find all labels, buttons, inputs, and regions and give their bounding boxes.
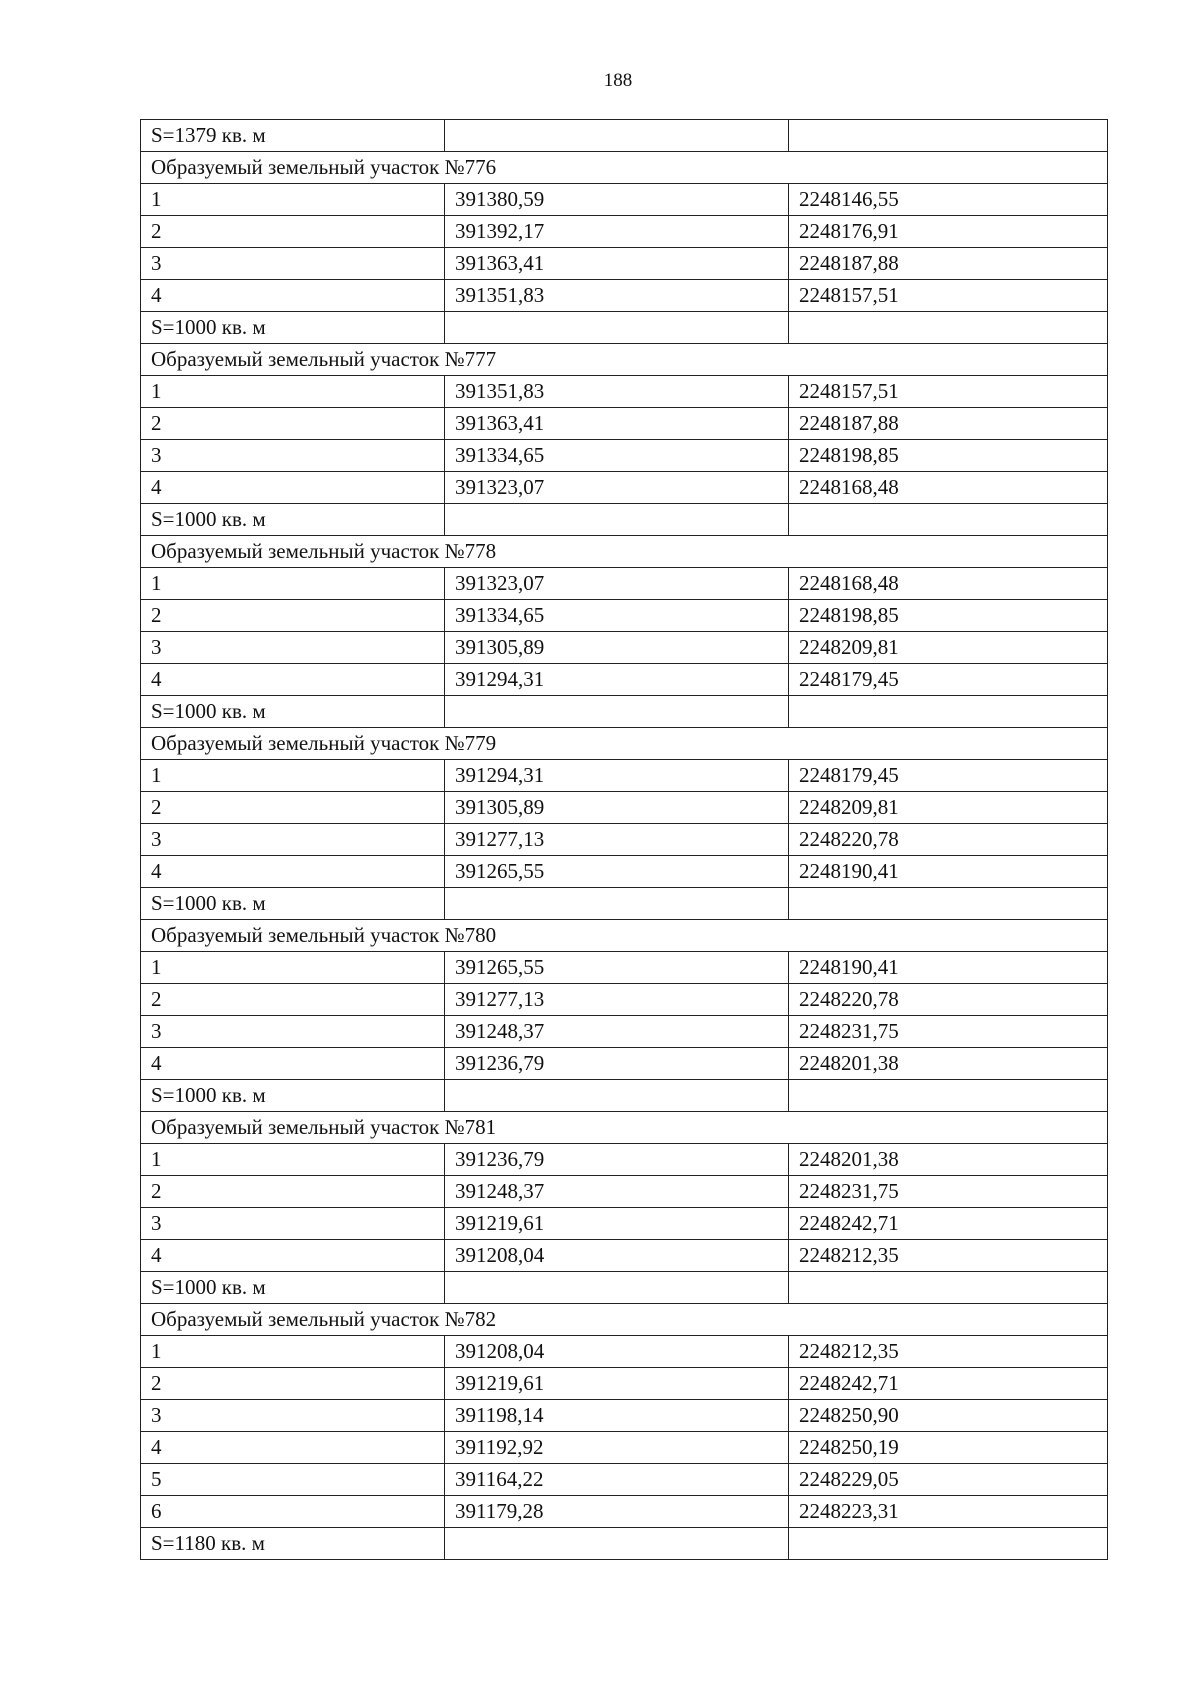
point-row	[141, 280, 1108, 312]
point-number: 4	[141, 664, 445, 696]
coordinates-table-body	[141, 120, 1108, 1560]
point-number: 3	[141, 1016, 445, 1048]
point-number: 4	[141, 1432, 445, 1464]
point-number: 1	[141, 760, 445, 792]
point-x: 391192,92	[445, 1432, 789, 1464]
point-number: 3	[141, 1208, 445, 1240]
empty-cell	[789, 312, 1108, 344]
point-x: 391363,41	[445, 248, 789, 280]
point-row	[141, 216, 1108, 248]
point-y: 2248231,75	[789, 1016, 1108, 1048]
area-row	[141, 1528, 1108, 1560]
point-row	[141, 440, 1108, 472]
point-x: 391294,31	[445, 760, 789, 792]
empty-cell	[445, 1528, 789, 1560]
point-x: 391305,89	[445, 792, 789, 824]
point-x: 391351,83	[445, 280, 789, 312]
parcel-title-row	[141, 728, 1108, 760]
point-row	[141, 1496, 1108, 1528]
area-cell: S=1000 кв. м	[141, 504, 445, 536]
point-number: 2	[141, 984, 445, 1016]
point-number: 2	[141, 1368, 445, 1400]
point-number: 3	[141, 1400, 445, 1432]
point-y: 2248198,85	[789, 440, 1108, 472]
parcel-title: Образуемый земельный участок №781	[141, 1112, 1108, 1144]
point-row	[141, 1048, 1108, 1080]
point-y: 2248250,19	[789, 1432, 1108, 1464]
empty-cell	[789, 1528, 1108, 1560]
point-x: 391179,28	[445, 1496, 789, 1528]
point-x: 391323,07	[445, 472, 789, 504]
empty-cell	[445, 888, 789, 920]
point-row	[141, 760, 1108, 792]
point-x: 391334,65	[445, 440, 789, 472]
point-y: 2248223,31	[789, 1496, 1108, 1528]
point-y: 2248212,35	[789, 1240, 1108, 1272]
point-row	[141, 568, 1108, 600]
point-x: 391164,22	[445, 1464, 789, 1496]
parcel-title: Образуемый земельный участок №780	[141, 920, 1108, 952]
parcel-title-row	[141, 1112, 1108, 1144]
area-cell: S=1180 кв. м	[141, 1528, 445, 1560]
empty-cell	[445, 1272, 789, 1304]
point-number: 2	[141, 408, 445, 440]
point-row	[141, 248, 1108, 280]
point-row	[141, 1432, 1108, 1464]
point-number: 3	[141, 632, 445, 664]
point-row	[141, 1016, 1108, 1048]
area-cell: S=1000 кв. м	[141, 312, 445, 344]
point-y: 2248209,81	[789, 792, 1108, 824]
point-number: 3	[141, 248, 445, 280]
point-number: 4	[141, 280, 445, 312]
point-row	[141, 1336, 1108, 1368]
empty-cell	[789, 1272, 1108, 1304]
point-row	[141, 632, 1108, 664]
point-number: 4	[141, 1240, 445, 1272]
area-cell: S=1000 кв. м	[141, 1272, 445, 1304]
point-row	[141, 664, 1108, 696]
point-x: 391236,79	[445, 1144, 789, 1176]
point-number: 2	[141, 600, 445, 632]
point-row	[141, 824, 1108, 856]
empty-cell	[789, 504, 1108, 536]
point-y: 2248198,85	[789, 600, 1108, 632]
point-y: 2248212,35	[789, 1336, 1108, 1368]
point-x: 391277,13	[445, 824, 789, 856]
empty-cell	[789, 888, 1108, 920]
point-row	[141, 792, 1108, 824]
point-row	[141, 1400, 1108, 1432]
point-x: 391392,17	[445, 216, 789, 248]
empty-cell	[789, 1080, 1108, 1112]
point-number: 1	[141, 184, 445, 216]
point-row	[141, 1240, 1108, 1272]
empty-cell	[445, 120, 789, 152]
empty-cell	[789, 696, 1108, 728]
point-row	[141, 1144, 1108, 1176]
point-y: 2248242,71	[789, 1368, 1108, 1400]
point-y: 2248209,81	[789, 632, 1108, 664]
point-y: 2248176,91	[789, 216, 1108, 248]
area-row	[141, 1080, 1108, 1112]
point-x: 391236,79	[445, 1048, 789, 1080]
area-cell: S=1000 кв. м	[141, 888, 445, 920]
parcel-title: Образуемый земельный участок №776	[141, 152, 1108, 184]
point-y: 2248187,88	[789, 248, 1108, 280]
point-y: 2248229,05	[789, 1464, 1108, 1496]
parcel-title: Образуемый земельный участок №779	[141, 728, 1108, 760]
point-number: 3	[141, 824, 445, 856]
point-row	[141, 1368, 1108, 1400]
page-number: 188	[603, 70, 633, 91]
point-row	[141, 856, 1108, 888]
point-y: 2248231,75	[789, 1176, 1108, 1208]
point-row	[141, 376, 1108, 408]
point-x: 391334,65	[445, 600, 789, 632]
point-row	[141, 952, 1108, 984]
point-number: 1	[141, 952, 445, 984]
point-y: 2248168,48	[789, 472, 1108, 504]
area-row	[141, 1272, 1108, 1304]
point-y: 2248201,38	[789, 1048, 1108, 1080]
point-y: 2248157,51	[789, 280, 1108, 312]
point-row	[141, 1464, 1108, 1496]
point-number: 1	[141, 376, 445, 408]
point-number: 1	[141, 568, 445, 600]
empty-cell	[445, 1080, 789, 1112]
point-x: 391323,07	[445, 568, 789, 600]
area-row	[141, 696, 1108, 728]
parcel-title-row	[141, 1304, 1108, 1336]
point-y: 2248157,51	[789, 376, 1108, 408]
coordinates-table	[140, 119, 1108, 1560]
point-number: 6	[141, 1496, 445, 1528]
point-x: 391208,04	[445, 1336, 789, 1368]
point-number: 2	[141, 1176, 445, 1208]
point-x: 391380,59	[445, 184, 789, 216]
point-x: 391219,61	[445, 1208, 789, 1240]
point-y: 2248220,78	[789, 824, 1108, 856]
point-x: 391363,41	[445, 408, 789, 440]
point-y: 2248220,78	[789, 984, 1108, 1016]
area-cell: S=1000 кв. м	[141, 1080, 445, 1112]
point-number: 2	[141, 792, 445, 824]
point-x: 391305,89	[445, 632, 789, 664]
point-y: 2248179,45	[789, 760, 1108, 792]
area-cell: S=1000 кв. м	[141, 696, 445, 728]
parcel-title: Образуемый земельный участок №778	[141, 536, 1108, 568]
point-number: 5	[141, 1464, 445, 1496]
area-row	[141, 504, 1108, 536]
point-number: 4	[141, 856, 445, 888]
point-number: 1	[141, 1336, 445, 1368]
empty-cell	[445, 504, 789, 536]
empty-cell	[445, 312, 789, 344]
point-y: 2248179,45	[789, 664, 1108, 696]
point-x: 391198,14	[445, 1400, 789, 1432]
parcel-title: Образуемый земельный участок №782	[141, 1304, 1108, 1336]
point-row	[141, 408, 1108, 440]
parcel-title-row	[141, 344, 1108, 376]
point-row	[141, 472, 1108, 504]
area-row	[141, 120, 1108, 152]
point-number: 4	[141, 1048, 445, 1080]
area-cell: S=1379 кв. м	[141, 120, 445, 152]
point-y: 2248168,48	[789, 568, 1108, 600]
point-x: 391219,61	[445, 1368, 789, 1400]
point-x: 391208,04	[445, 1240, 789, 1272]
point-x: 391248,37	[445, 1176, 789, 1208]
empty-cell	[445, 696, 789, 728]
point-number: 1	[141, 1144, 445, 1176]
parcel-title-row	[141, 920, 1108, 952]
point-x: 391351,83	[445, 376, 789, 408]
point-number: 2	[141, 216, 445, 248]
point-x: 391277,13	[445, 984, 789, 1016]
parcel-title-row	[141, 152, 1108, 184]
area-row	[141, 312, 1108, 344]
point-y: 2248146,55	[789, 184, 1108, 216]
point-number: 4	[141, 472, 445, 504]
empty-cell	[789, 120, 1108, 152]
point-x: 391248,37	[445, 1016, 789, 1048]
point-y: 2248242,71	[789, 1208, 1108, 1240]
point-y: 2248201,38	[789, 1144, 1108, 1176]
parcel-title-row	[141, 536, 1108, 568]
point-y: 2248250,90	[789, 1400, 1108, 1432]
point-x: 391265,55	[445, 952, 789, 984]
parcel-title: Образуемый земельный участок №777	[141, 344, 1108, 376]
point-x: 391265,55	[445, 856, 789, 888]
point-number: 3	[141, 440, 445, 472]
point-y: 2248190,41	[789, 952, 1108, 984]
point-y: 2248190,41	[789, 856, 1108, 888]
point-row	[141, 1176, 1108, 1208]
area-row	[141, 888, 1108, 920]
point-row	[141, 600, 1108, 632]
point-row	[141, 984, 1108, 1016]
point-row	[141, 184, 1108, 216]
point-row	[141, 1208, 1108, 1240]
point-y: 2248187,88	[789, 408, 1108, 440]
point-x: 391294,31	[445, 664, 789, 696]
